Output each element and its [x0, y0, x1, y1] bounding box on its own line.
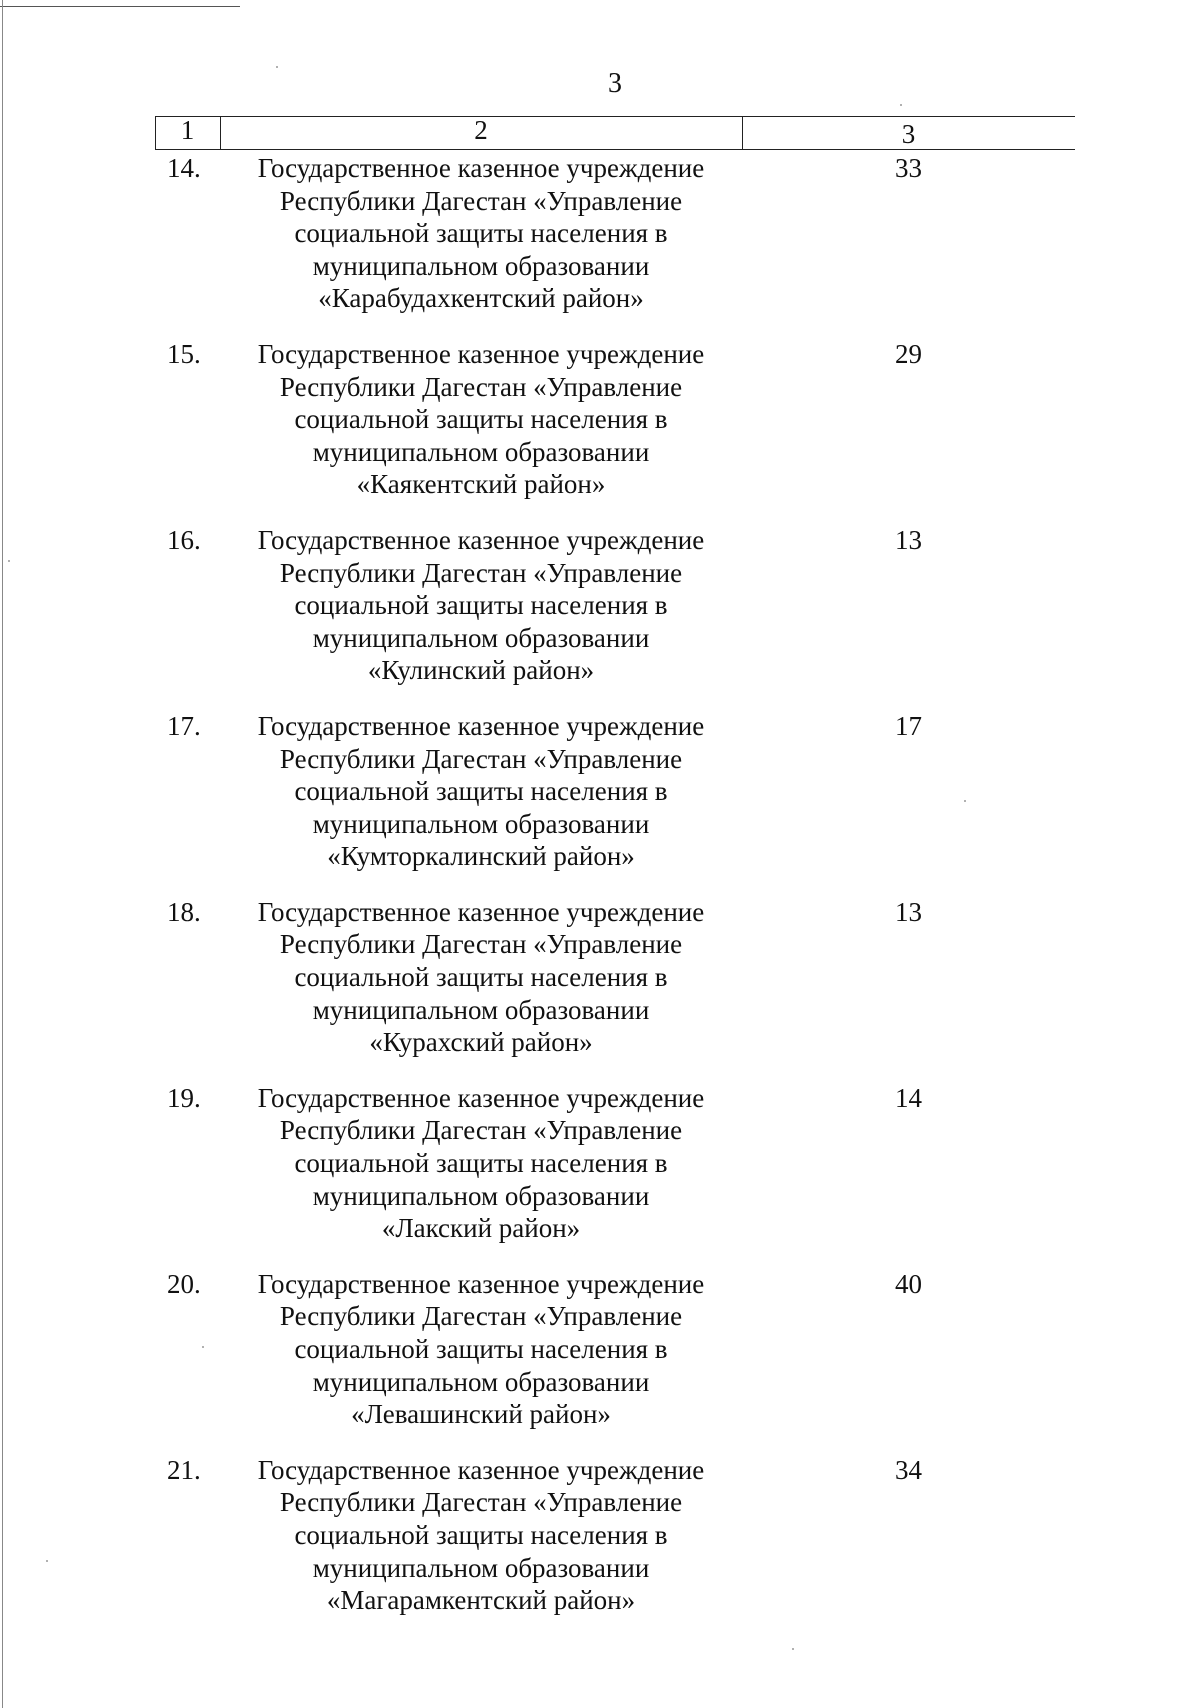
- table-row: [155, 710, 1075, 873]
- description-line: социальной защиты населения в: [294, 776, 668, 807]
- table-row: [155, 896, 1075, 1059]
- row-number: 16.: [167, 524, 201, 555]
- description-line: муниципальном образовании: [312, 250, 650, 281]
- table-row: [155, 1082, 1075, 1245]
- description-line: социальной защиты населения в: [294, 404, 668, 435]
- row-value: 34: [895, 1454, 922, 1485]
- table-header: [155, 114, 1075, 151]
- description-line: муниципальном образовании: [312, 436, 650, 467]
- row-number: 20.: [167, 1268, 201, 1299]
- description-line: социальной защиты населения в: [294, 590, 668, 621]
- table-row: [155, 1454, 1075, 1617]
- header-col-2: 2: [474, 115, 488, 145]
- description-line: Государственное казенное учреждение: [257, 1082, 705, 1113]
- row-description: [220, 152, 742, 315]
- description-line: Республики Дагестан «Управление: [279, 1487, 683, 1518]
- row-number: 15.: [167, 338, 201, 369]
- row-value: 17: [895, 710, 922, 741]
- table-row: [155, 1268, 1075, 1431]
- description-line: социальной защиты населения в: [294, 1334, 668, 1364]
- description-line: «Кумторкалинский район»: [327, 841, 635, 872]
- scan-edge-top: [0, 6, 240, 7]
- row-value: 33: [895, 153, 922, 183]
- table-row: [155, 152, 1075, 315]
- description-line: «Курахский район»: [369, 1027, 593, 1058]
- row-value: 13: [895, 524, 922, 555]
- row-number: 18.: [167, 896, 201, 927]
- row-number: 21.: [167, 1454, 201, 1485]
- scan-speck: [276, 66, 278, 68]
- description-line: муниципальном образовании: [312, 622, 650, 653]
- description-line: Государственное казенное учреждение: [257, 896, 705, 927]
- row-description: [220, 896, 742, 1059]
- row-value: 13: [895, 896, 922, 927]
- description-line: Республики Дагестан «Управление: [279, 185, 683, 216]
- scan-edge-left: [2, 0, 3, 1708]
- description-line: Государственное казенное учреждение: [257, 338, 705, 369]
- description-line: Государственное казенное учреждение: [257, 153, 705, 183]
- row-value: 40: [895, 1268, 922, 1299]
- header-col-3: 3: [901, 119, 916, 149]
- header-col-1: 1: [180, 115, 195, 145]
- description-line: Республики Дагестан «Управление: [279, 557, 683, 588]
- description-line: Государственное казенное учреждение: [257, 1268, 705, 1299]
- scan-speck: [900, 104, 902, 106]
- description-line: Государственное казенное учреждение: [257, 710, 705, 741]
- scan-speck: [792, 1648, 794, 1650]
- description-line: «Карабудахкентский район»: [318, 283, 644, 314]
- row-description: [220, 710, 742, 873]
- row-value: 14: [895, 1082, 922, 1113]
- description-line: Республики Дагестан «Управление: [279, 1301, 683, 1332]
- scan-speck: [964, 800, 966, 802]
- description-line: «Левашинский район»: [351, 1399, 611, 1430]
- row-description: [220, 524, 742, 687]
- description-line: Республики Дагестан «Управление: [279, 929, 683, 960]
- row-number: 19.: [167, 1082, 201, 1113]
- row-description: [220, 1454, 742, 1617]
- description-line: социальной защиты населения в: [294, 1148, 668, 1179]
- description-line: «Магарамкентский район»: [326, 1585, 636, 1616]
- description-line: Республики Дагестан «Управление: [279, 1115, 683, 1146]
- table-row: [155, 524, 1075, 687]
- description-line: «Каякентский район»: [356, 469, 606, 500]
- description-line: социальной защиты населения в: [294, 962, 668, 993]
- description-line: Республики Дагестан «Управление: [279, 743, 683, 774]
- row-number: 14.: [167, 153, 201, 183]
- description-line: муниципальном образовании: [312, 994, 650, 1025]
- description-line: «Кулинский район»: [367, 655, 595, 686]
- scan-speck: [8, 560, 10, 562]
- scan-speck: [46, 1560, 48, 1562]
- row-description: [220, 1268, 742, 1431]
- description-line: муниципальном образовании: [312, 808, 650, 839]
- page-number: 3: [608, 68, 622, 99]
- description-line: муниципальном образовании: [312, 1366, 650, 1397]
- scan-speck: [202, 1346, 204, 1348]
- row-value: 29: [895, 338, 922, 369]
- description-line: муниципальном образовании: [312, 1180, 650, 1211]
- table-row: [155, 338, 1075, 501]
- description-line: «Лакский район»: [381, 1213, 581, 1244]
- description-line: Республики Дагестан «Управление: [279, 371, 683, 402]
- description-line: Государственное казенное учреждение: [257, 524, 705, 555]
- description-line: муниципальном образовании: [312, 1552, 650, 1583]
- row-description: [220, 338, 742, 501]
- table-body: [155, 152, 1075, 1640]
- description-line: Государственное казенное учреждение: [257, 1454, 705, 1485]
- row-description: [220, 1082, 742, 1245]
- row-number: 17.: [167, 710, 201, 741]
- description-line: социальной защиты населения в: [294, 1519, 668, 1550]
- description-line: социальной защиты населения в: [294, 218, 668, 249]
